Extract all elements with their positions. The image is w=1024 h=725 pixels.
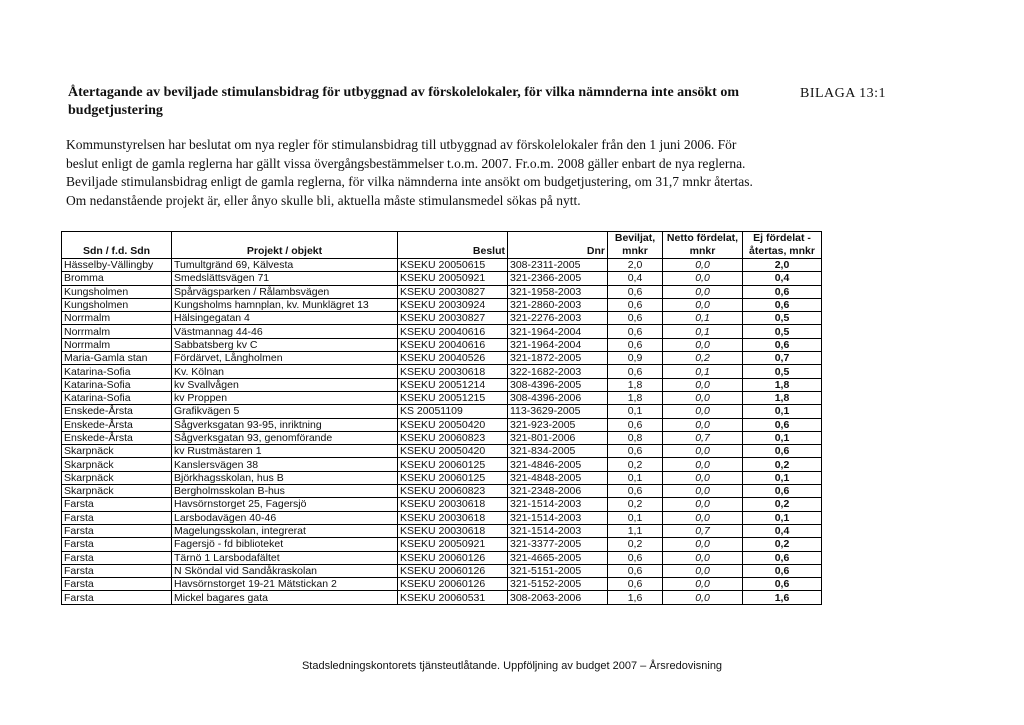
header-net-line1: Netto fördelat, bbox=[666, 232, 739, 244]
header-granted bbox=[608, 232, 663, 259]
cell-undistributed: 0,2 bbox=[743, 538, 822, 551]
header-decision: Beslut bbox=[398, 232, 508, 259]
cell-granted: 0,6 bbox=[608, 551, 663, 564]
header-project: Projekt / objekt bbox=[172, 232, 398, 259]
table-row bbox=[62, 458, 822, 471]
cell-dnr: 321-4846-2005 bbox=[508, 458, 608, 471]
cell-sdn: Katarina-Sofia bbox=[62, 378, 172, 391]
cell-undistributed: 0,5 bbox=[743, 325, 822, 338]
cell-decision: KSEKU 20060823 bbox=[398, 431, 508, 444]
cell-granted: 1,6 bbox=[608, 591, 663, 604]
cell-project: Larsbodavägen 40-46 bbox=[172, 511, 398, 524]
cell-sdn: Farsta bbox=[62, 524, 172, 537]
table-row bbox=[62, 352, 822, 365]
cell-undistributed: 1,6 bbox=[743, 591, 822, 604]
cell-granted: 0,6 bbox=[608, 485, 663, 498]
cell-decision: KSEKU 20040616 bbox=[398, 338, 508, 351]
cell-project: Grafikvägen 5 bbox=[172, 405, 398, 418]
cell-granted: 1,1 bbox=[608, 524, 663, 537]
cell-dnr: 321-834-2005 bbox=[508, 445, 608, 458]
cell-project: Kanslersvägen 38 bbox=[172, 458, 398, 471]
cell-project: Hälsingegatan 4 bbox=[172, 312, 398, 325]
header-granted-line2: mnkr bbox=[622, 245, 648, 257]
table-row bbox=[62, 538, 822, 551]
cell-dnr: 321-1514-2003 bbox=[508, 524, 608, 537]
cell-dnr: 322-1682-2003 bbox=[508, 365, 608, 378]
cell-sdn: Farsta bbox=[62, 564, 172, 577]
cell-granted: 0,4 bbox=[608, 272, 663, 285]
cell-net: 0,0 bbox=[663, 338, 743, 351]
attachment-label: BILAGA 13:1 bbox=[800, 86, 886, 101]
cell-dnr: 321-5152-2005 bbox=[508, 578, 608, 591]
cell-sdn: Kungsholmen bbox=[62, 285, 172, 298]
cell-dnr: 321-3377-2005 bbox=[508, 538, 608, 551]
cell-sdn: Farsta bbox=[62, 538, 172, 551]
cell-sdn: Bromma bbox=[62, 272, 172, 285]
cell-sdn: Skarpnäck bbox=[62, 445, 172, 458]
table-row bbox=[62, 485, 822, 498]
cell-decision: KSEKU 20050921 bbox=[398, 538, 508, 551]
cell-decision: KSEKU 20060531 bbox=[398, 591, 508, 604]
table-row bbox=[62, 418, 822, 431]
cell-sdn: Norrmalm bbox=[62, 338, 172, 351]
cell-undistributed: 0,2 bbox=[743, 498, 822, 511]
cell-net: 0,1 bbox=[663, 312, 743, 325]
table-row bbox=[62, 365, 822, 378]
cell-project: kv Svallvågen bbox=[172, 378, 398, 391]
intro-line: Beviljade stimulansbidrag enligt de gamla reglerna, för vilka nämnderna inte ansökt om budgetjustering, om 31,7 mnkr återtas. bbox=[66, 174, 753, 189]
cell-dnr: 321-1514-2003 bbox=[508, 498, 608, 511]
cell-dnr: 321-1958-2003 bbox=[508, 285, 608, 298]
cell-dnr: 321-1964-2004 bbox=[508, 325, 608, 338]
cell-sdn: Enskede-Årsta bbox=[62, 431, 172, 444]
cell-net: 0,0 bbox=[663, 445, 743, 458]
cell-sdn: Farsta bbox=[62, 578, 172, 591]
cell-decision: KSEKU 20030827 bbox=[398, 285, 508, 298]
cell-dnr: 321-2276-2003 bbox=[508, 312, 608, 325]
table-header-row bbox=[62, 232, 822, 259]
cell-undistributed: 0,6 bbox=[743, 285, 822, 298]
cell-sdn: Norrmalm bbox=[62, 312, 172, 325]
cell-project: Kv. Kölnan bbox=[172, 365, 398, 378]
cell-undistributed: 0,6 bbox=[743, 418, 822, 431]
cell-decision: KSEKU 20050921 bbox=[398, 272, 508, 285]
cell-dnr: 321-2348-2006 bbox=[508, 485, 608, 498]
cell-granted: 1,8 bbox=[608, 391, 663, 404]
intro-paragraph bbox=[66, 136, 826, 210]
cell-dnr: 308-2311-2005 bbox=[508, 259, 608, 272]
cell-net: 0,1 bbox=[663, 325, 743, 338]
table-row bbox=[62, 405, 822, 418]
cell-sdn: Farsta bbox=[62, 551, 172, 564]
cell-undistributed: 0,4 bbox=[743, 524, 822, 537]
page-footer: Stadsledningskontorets tjänsteutlåtande. Uppföljning av budget 2007 – Årsredovisning bbox=[301, 660, 723, 672]
cell-net: 0,0 bbox=[663, 511, 743, 524]
table-row bbox=[62, 551, 822, 564]
cell-undistributed: 1,8 bbox=[743, 391, 822, 404]
cell-net: 0,0 bbox=[663, 578, 743, 591]
header-net bbox=[663, 232, 743, 259]
cell-project: N Sköndal vid Sandåkraskolan bbox=[172, 564, 398, 577]
cell-net: 0,0 bbox=[663, 418, 743, 431]
cell-decision: KSEKU 20051215 bbox=[398, 391, 508, 404]
cell-dnr: 321-4665-2005 bbox=[508, 551, 608, 564]
cell-granted: 0,6 bbox=[608, 365, 663, 378]
cell-project: Bergholmsskolan B-hus bbox=[172, 485, 398, 498]
cell-decision: KSEKU 20050420 bbox=[398, 418, 508, 431]
cell-undistributed: 0,7 bbox=[743, 352, 822, 365]
table-row bbox=[62, 259, 822, 272]
header-granted-line1: Beviljat, bbox=[614, 232, 656, 244]
cell-decision: KSEKU 20060126 bbox=[398, 551, 508, 564]
cell-decision: KSEKU 20030924 bbox=[398, 298, 508, 311]
project-table bbox=[61, 231, 822, 605]
cell-dnr: 321-923-2005 bbox=[508, 418, 608, 431]
table-row bbox=[62, 471, 822, 484]
cell-undistributed: 0,6 bbox=[743, 338, 822, 351]
cell-net: 0,0 bbox=[663, 285, 743, 298]
cell-undistributed: 0,6 bbox=[743, 485, 822, 498]
cell-project: kv Proppen bbox=[172, 391, 398, 404]
cell-decision: KSEKU 20060125 bbox=[398, 471, 508, 484]
cell-dnr: 321-1872-2005 bbox=[508, 352, 608, 365]
table-row bbox=[62, 498, 822, 511]
cell-project: Mickel bagares gata bbox=[172, 591, 398, 604]
cell-decision: KSEKU 20040616 bbox=[398, 325, 508, 338]
table-row bbox=[62, 285, 822, 298]
cell-sdn: Katarina-Sofia bbox=[62, 365, 172, 378]
cell-sdn: Farsta bbox=[62, 511, 172, 524]
cell-net: 0,0 bbox=[663, 551, 743, 564]
cell-sdn: Farsta bbox=[62, 591, 172, 604]
cell-sdn: Skarpnäck bbox=[62, 471, 172, 484]
cell-undistributed: 0,4 bbox=[743, 272, 822, 285]
cell-granted: 0,6 bbox=[608, 312, 663, 325]
cell-decision: KS 20051109 bbox=[398, 405, 508, 418]
cell-decision: KSEKU 20030618 bbox=[398, 498, 508, 511]
cell-net: 0,0 bbox=[663, 272, 743, 285]
cell-decision: KSEKU 20040526 bbox=[398, 352, 508, 365]
cell-dnr: 321-2366-2005 bbox=[508, 272, 608, 285]
cell-project: Fördärvet, Långholmen bbox=[172, 352, 398, 365]
table-row bbox=[62, 578, 822, 591]
cell-granted: 0,9 bbox=[608, 352, 663, 365]
cell-granted: 0,6 bbox=[608, 564, 663, 577]
cell-undistributed: 0,1 bbox=[743, 405, 822, 418]
cell-project: Tumultgränd 69, Kälvesta bbox=[172, 259, 398, 272]
cell-project: kv Rustmästaren 1 bbox=[172, 445, 398, 458]
table-row bbox=[62, 511, 822, 524]
document-title: Återtagande av beviljade stimulansbidrag för utbyggnad av förskolelokaler, för vilka nämnderna inte ansökt om budgetjustering bbox=[68, 85, 740, 118]
cell-decision: KSEKU 20051214 bbox=[398, 378, 508, 391]
cell-decision: KSEKU 20060126 bbox=[398, 578, 508, 591]
cell-granted: 0,8 bbox=[608, 431, 663, 444]
cell-granted: 0,6 bbox=[608, 338, 663, 351]
cell-granted: 0,2 bbox=[608, 538, 663, 551]
cell-dnr: 308-2063-2006 bbox=[508, 591, 608, 604]
cell-dnr: 321-1964-2004 bbox=[508, 338, 608, 351]
cell-granted: 0,6 bbox=[608, 285, 663, 298]
cell-project: Smedslättsvägen 71 bbox=[172, 272, 398, 285]
cell-net: 0,0 bbox=[663, 405, 743, 418]
cell-project: Sabbatsberg kv C bbox=[172, 338, 398, 351]
table-row bbox=[62, 378, 822, 391]
cell-project: Sågverksgatan 93-95, inriktning bbox=[172, 418, 398, 431]
cell-granted: 1,8 bbox=[608, 378, 663, 391]
cell-decision: KSEKU 20060823 bbox=[398, 485, 508, 498]
cell-sdn: Enskede-Årsta bbox=[62, 405, 172, 418]
table-row bbox=[62, 524, 822, 537]
cell-project: Kungsholms hamnplan, kv. Munklägret 13 bbox=[172, 298, 398, 311]
cell-dnr: 308-4396-2005 bbox=[508, 378, 608, 391]
cell-decision: KSEKU 20030618 bbox=[398, 365, 508, 378]
cell-net: 0,1 bbox=[663, 365, 743, 378]
cell-sdn: Hässelby-Vällingby bbox=[62, 259, 172, 272]
cell-decision: KSEKU 20030827 bbox=[398, 312, 508, 325]
cell-undistributed: 0,2 bbox=[743, 458, 822, 471]
cell-net: 0,0 bbox=[663, 564, 743, 577]
cell-sdn: Katarina-Sofia bbox=[62, 391, 172, 404]
cell-granted: 0,6 bbox=[608, 298, 663, 311]
header-sdn: Sdn / f.d. Sdn bbox=[62, 232, 172, 259]
header-net-line2: mnkr bbox=[689, 245, 716, 257]
cell-net: 0,0 bbox=[663, 471, 743, 484]
header-undistributed-line1: Ej fördelat - bbox=[753, 232, 811, 244]
cell-decision: KSEKU 20050420 bbox=[398, 445, 508, 458]
table-row bbox=[62, 431, 822, 444]
table-row bbox=[62, 391, 822, 404]
table-row bbox=[62, 272, 822, 285]
table-row bbox=[62, 325, 822, 338]
cell-undistributed: 1,8 bbox=[743, 378, 822, 391]
cell-project: Magelungsskolan, integrerat bbox=[172, 524, 398, 537]
cell-project: Fagersjö - fd biblioteket bbox=[172, 538, 398, 551]
cell-undistributed: 0,6 bbox=[743, 551, 822, 564]
cell-decision: KSEKU 20030618 bbox=[398, 524, 508, 537]
cell-dnr: 113-3629-2005 bbox=[508, 405, 608, 418]
cell-project: Västmannag 44-46 bbox=[172, 325, 398, 338]
cell-net: 0,0 bbox=[663, 485, 743, 498]
cell-net: 0,0 bbox=[663, 591, 743, 604]
cell-granted: 0,1 bbox=[608, 405, 663, 418]
table-row bbox=[62, 338, 822, 351]
cell-net: 0,0 bbox=[663, 298, 743, 311]
cell-undistributed: 0,6 bbox=[743, 578, 822, 591]
cell-net: 0,7 bbox=[663, 431, 743, 444]
cell-granted: 0,6 bbox=[608, 325, 663, 338]
cell-granted: 2,0 bbox=[608, 259, 663, 272]
cell-dnr: 321-4848-2005 bbox=[508, 471, 608, 484]
cell-undistributed: 0,1 bbox=[743, 431, 822, 444]
cell-project: Havsörnstorget 19-21 Mätstickan 2 bbox=[172, 578, 398, 591]
cell-sdn: Norrmalm bbox=[62, 325, 172, 338]
cell-sdn: Maria-Gamla stan bbox=[62, 352, 172, 365]
cell-undistributed: 0,6 bbox=[743, 445, 822, 458]
cell-granted: 0,1 bbox=[608, 471, 663, 484]
cell-undistributed: 0,1 bbox=[743, 471, 822, 484]
cell-dnr: 321-2860-2003 bbox=[508, 298, 608, 311]
table-body bbox=[62, 259, 822, 605]
cell-net: 0,0 bbox=[663, 498, 743, 511]
cell-decision: KSEKU 20060125 bbox=[398, 458, 508, 471]
cell-undistributed: 2,0 bbox=[743, 259, 822, 272]
cell-net: 0,0 bbox=[663, 538, 743, 551]
cell-project: Björkhagsskolan, hus B bbox=[172, 471, 398, 484]
cell-granted: 0,6 bbox=[608, 418, 663, 431]
table-row bbox=[62, 591, 822, 604]
cell-dnr: 321-801-2006 bbox=[508, 431, 608, 444]
cell-project: Spårvägsparken / Rålambsvägen bbox=[172, 285, 398, 298]
header-undistributed bbox=[743, 232, 822, 259]
cell-undistributed: 0,6 bbox=[743, 298, 822, 311]
table-row bbox=[62, 445, 822, 458]
cell-project: Tärnö 1 Larsbodafältet bbox=[172, 551, 398, 564]
cell-net: 0,0 bbox=[663, 391, 743, 404]
cell-decision: KSEKU 20030618 bbox=[398, 511, 508, 524]
cell-granted: 0,6 bbox=[608, 578, 663, 591]
cell-sdn: Farsta bbox=[62, 498, 172, 511]
table-row bbox=[62, 564, 822, 577]
cell-net: 0,0 bbox=[663, 259, 743, 272]
cell-decision: KSEKU 20050615 bbox=[398, 259, 508, 272]
table-row bbox=[62, 312, 822, 325]
cell-net: 0,7 bbox=[663, 524, 743, 537]
cell-sdn: Enskede-Årsta bbox=[62, 418, 172, 431]
cell-undistributed: 0,1 bbox=[743, 511, 822, 524]
cell-dnr: 308-4396-2006 bbox=[508, 391, 608, 404]
table-row bbox=[62, 298, 822, 311]
cell-granted: 0,1 bbox=[608, 511, 663, 524]
intro-line: beslut enligt de gamla reglerna har gällt vissa övergångsbestämmelser t.o.m. 2007. Fr.o.m. 2008 gäller enbart de nya reglerna. bbox=[66, 155, 746, 171]
cell-net: 0,2 bbox=[663, 352, 743, 365]
cell-sdn: Skarpnäck bbox=[62, 458, 172, 471]
cell-undistributed: 0,5 bbox=[743, 312, 822, 325]
cell-net: 0,0 bbox=[663, 458, 743, 471]
cell-granted: 0,2 bbox=[608, 498, 663, 511]
cell-project: Sågverksgatan 93, genomförande bbox=[172, 431, 398, 444]
header-dnr: Dnr bbox=[508, 232, 608, 259]
cell-net: 0,0 bbox=[663, 378, 743, 391]
cell-sdn: Kungsholmen bbox=[62, 298, 172, 311]
intro-line: Kommunstyrelsen har beslutat om nya regler för stimulansbidrag till utbyggnad av förskolelokaler från den 1 juni 2006. För bbox=[66, 137, 737, 152]
cell-project: Havsörnstorget 25, Fagersjö bbox=[172, 498, 398, 511]
cell-undistributed: 0,5 bbox=[743, 365, 822, 378]
cell-dnr: 321-5151-2005 bbox=[508, 564, 608, 577]
cell-granted: 0,2 bbox=[608, 458, 663, 471]
cell-granted: 0,6 bbox=[608, 445, 663, 458]
cell-undistributed: 0,6 bbox=[743, 564, 822, 577]
cell-dnr: 321-1514-2003 bbox=[508, 511, 608, 524]
intro-line: Om nedanstående projekt är, eller ånyo skulle bli, aktuella måste stimulansmedel sökas på nytt. bbox=[66, 192, 581, 208]
header-undistributed-line2: återtas, mnkr bbox=[749, 245, 815, 257]
cell-decision: KSEKU 20060126 bbox=[398, 564, 508, 577]
cell-sdn: Skarpnäck bbox=[62, 485, 172, 498]
